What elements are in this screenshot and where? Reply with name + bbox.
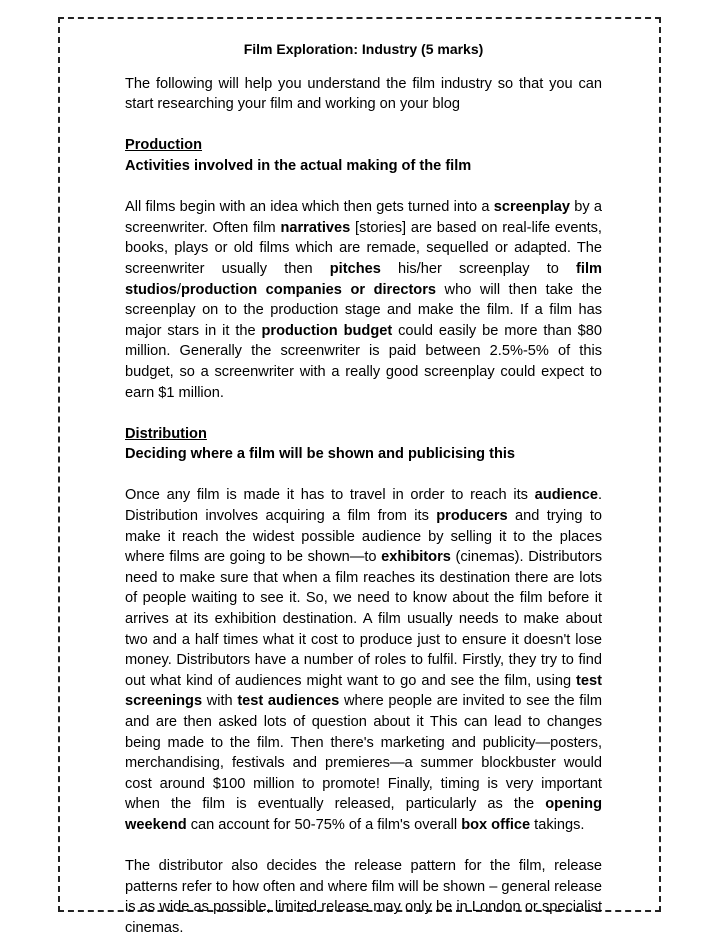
text-run: his/her screenplay to bbox=[380, 260, 577, 277]
spacer bbox=[125, 403, 602, 424]
spacer bbox=[125, 836, 602, 857]
text-run: where people are invited to see the film and are then asked lots of question about it This can lead to changes being made to the film. Then there's marketing and publicity—posters, merchandising, festivals and premieres—a summer blockbuster would cost around $100 million to promote! Finally, timing is very important when the film is eventually released, particularly as the bbox=[125, 693, 602, 813]
bold-term: producers bbox=[436, 508, 508, 525]
bold-term: production companies or directors bbox=[180, 281, 437, 298]
bold-term: audience bbox=[534, 487, 598, 504]
text-run: (cinemas). Distributors need to make sure that when a film reaches its destination there are lots of people waiting to see it. So, we need to know about the film before it arrives at its exhibition destination. A film usually needs to make about two and a half times what it cost to produce just to ensure it doesn't lose money. Distributors have a number of roles to fulfil. Firstly, they try to find out what kind of audiences might want to go and see the film, using bbox=[125, 549, 602, 689]
distribution-subheading: Deciding where a film will be shown and publicising this bbox=[125, 446, 516, 463]
production-paragraph bbox=[125, 197, 602, 403]
bold-term: box office bbox=[461, 816, 531, 833]
release-pattern-paragraph: The distributor also decides the release pattern for the film, release patterns refer to how often and where film will be shown – general release is as wide as possible, limited release may only be in London or specialist cinemas. bbox=[125, 858, 602, 936]
text-run: who will then take the screenplay on to the production stage and make the film. If a film has major stars in it the bbox=[125, 281, 602, 339]
spacer bbox=[125, 177, 602, 198]
intro-paragraph: The following will help you understand the film industry so that you can start researching your film and working on your blog bbox=[125, 75, 602, 113]
spacer bbox=[125, 115, 602, 136]
text-run: with bbox=[202, 693, 238, 710]
bold-term: exhibitors bbox=[381, 549, 451, 566]
distribution-heading: Distribution bbox=[125, 425, 207, 442]
text-run: / bbox=[176, 281, 181, 298]
document-body bbox=[125, 39, 602, 939]
bold-term: production budget bbox=[261, 322, 393, 339]
distribution-paragraph bbox=[125, 485, 602, 835]
bold-term: opening weekend bbox=[125, 796, 602, 833]
text-run: [stories] are based on real-life events, books, plays or old films which are remade, sequelled or adapted. The screenwriter usually then bbox=[125, 219, 602, 277]
text-run: by a screenwriter. Often film bbox=[125, 199, 602, 236]
spacer bbox=[125, 465, 602, 486]
bold-term: narratives bbox=[280, 219, 351, 236]
document-title: Film Exploration: Industry (5 marks) bbox=[243, 41, 484, 57]
production-subheading: Activities involved in the actual making of the film bbox=[125, 157, 472, 174]
text-run: Once any film is made it has to travel in order to reach its bbox=[125, 487, 535, 504]
text-run: can account for 50-75% of a film's overall bbox=[186, 816, 462, 833]
bold-term: screenplay bbox=[493, 199, 571, 216]
bold-term: film studios bbox=[125, 260, 602, 298]
text-run: could easily be more than $80 million. Generally the screenwriter is paid between 2.5%-5% of this budget, so a screenwriter with a really good screenplay could expect to earn $1 million. bbox=[125, 322, 602, 401]
text-run: All films begin with an idea which then gets turned into a bbox=[125, 199, 494, 216]
text-run: . Distribution involves acquiring a film from its bbox=[125, 487, 602, 525]
bold-term: test audiences bbox=[237, 693, 340, 710]
production-heading: Production bbox=[125, 137, 203, 154]
text-run: and trying to make it reach the widest possible audience by selling it to the places where films are going to be shown—to bbox=[125, 508, 602, 566]
bold-term: test screenings bbox=[125, 672, 602, 710]
bold-term: pitches bbox=[329, 260, 381, 277]
text-run: takings. bbox=[530, 816, 585, 833]
